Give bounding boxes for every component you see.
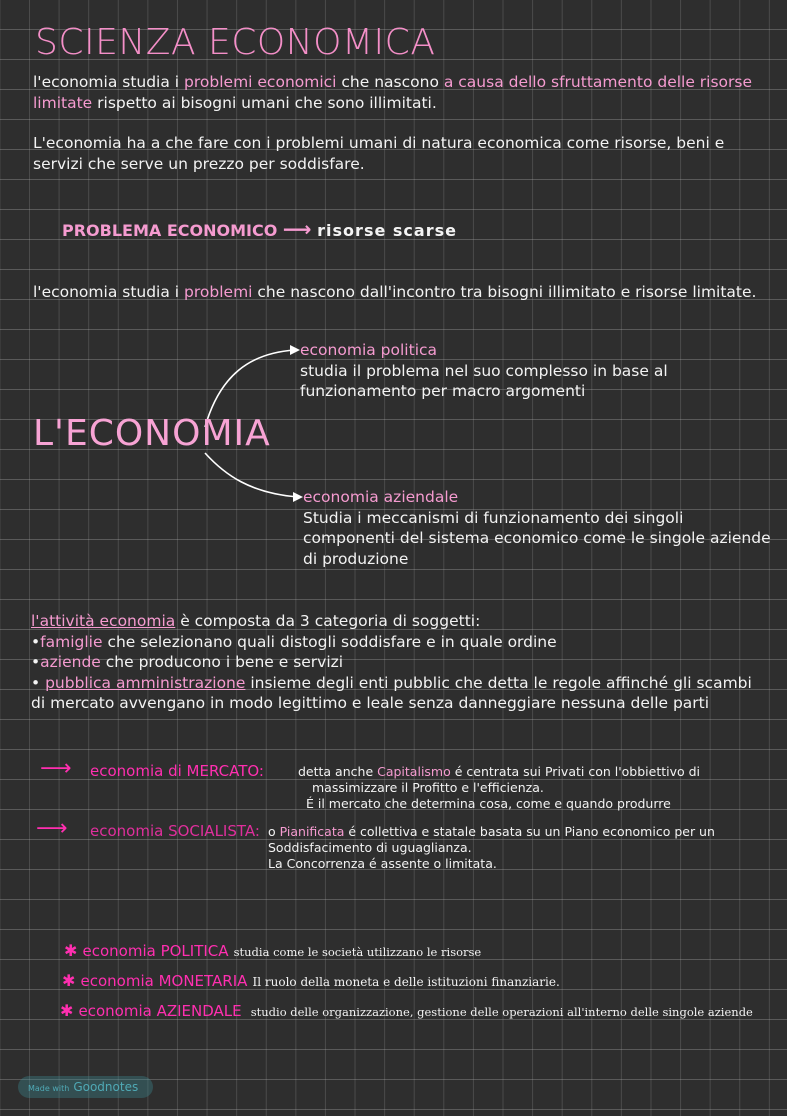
badge-small: Made with xyxy=(28,1084,70,1093)
text: componenti del sistema economico come le singole aziende xyxy=(303,529,771,547)
branch-title: economia politica xyxy=(300,341,438,359)
highlight: a causa dello sfruttamento delle risorse xyxy=(443,73,753,91)
page-title: SCIENZA ECONOMICA xyxy=(35,22,436,63)
soggetti-section xyxy=(31,611,752,714)
arrowhead-icon xyxy=(290,345,300,355)
text: studia il problema nel suo complesso in base al xyxy=(300,361,668,380)
text: funzionamento per macro argomenti xyxy=(300,382,586,400)
problema-label: PROBLEMA ECONOMICO xyxy=(62,221,278,240)
arrow-right-icon: ⟶ xyxy=(40,756,72,781)
branca-item xyxy=(64,941,481,960)
text: L'economia ha a che fare con i problemi umani di natura economica come risorse, beni e xyxy=(33,134,725,152)
sistema-text: o Pianificata é collettiva e statale basata su un Piano economico per un Soddisfacimento di uguaglianza. La Concorrenza é assente o limitata. xyxy=(268,824,715,871)
text: servizi che serve un prezzo per soddisfare. xyxy=(33,154,365,173)
goodnotes-badge xyxy=(18,1076,153,1098)
branch-title: economia aziendale xyxy=(303,488,459,506)
branca-label: economia POLITICA xyxy=(82,942,229,960)
text: di mercato avvengano in modo legittimo e leale senza danneggiare nessuna delle parti xyxy=(31,694,710,712)
sistema-label: economia di MERCATO: xyxy=(90,762,264,780)
arrow-down-curve xyxy=(205,453,298,497)
branca-label: economia AZIENDALE xyxy=(78,1002,242,1020)
arrow-right-icon: ⟶ xyxy=(282,217,312,241)
branca-label: economia MONETARIA xyxy=(80,972,248,990)
highlight: l'attività economia xyxy=(31,612,176,630)
branca-text: Il ruolo della moneta e delle istituzioni finanziarie. xyxy=(252,975,560,989)
sistema-label: economia SOCIALISTA: xyxy=(90,822,260,840)
text: l'economia studia i xyxy=(33,283,185,301)
highlight: problemi xyxy=(184,283,253,301)
branca-text: studio delle organizzazione, gestione delle operazioni all'interno delle singole aziende xyxy=(250,1005,753,1019)
arrow-right-icon: ⟶ xyxy=(36,816,68,841)
star-icon: ✱ xyxy=(60,1001,74,1020)
paragraph-1 xyxy=(33,72,752,113)
list-item: • pubblica amministrazione insieme degli enti pubblic che detta le regole affinché gli scambi xyxy=(31,673,752,692)
branca-item xyxy=(60,1001,753,1020)
star-icon: ✱ xyxy=(64,941,78,960)
star-icon: ✱ xyxy=(62,971,76,990)
highlight: problemi economici xyxy=(184,73,337,91)
paragraph-3 xyxy=(33,282,756,303)
arrowhead-icon xyxy=(293,492,303,502)
diagram-center: L'ECONOMIA xyxy=(33,413,271,454)
branch-economia-politica xyxy=(300,340,668,402)
text: di produzione xyxy=(303,549,409,568)
problema-economico xyxy=(62,217,457,241)
text: Studia i meccanismi di funzionamento dei singoli xyxy=(303,508,684,527)
list-item: •aziende che producono i bene e servizi xyxy=(31,653,344,671)
list-item: •famiglie che selezionano quali distogli soddisfare e in quale ordine xyxy=(31,632,557,651)
badge-brand: Goodnotes xyxy=(73,1080,139,1094)
branca-item xyxy=(62,971,560,990)
text: rispetto ai bisogni umani che sono illimitati. xyxy=(92,93,437,112)
problema-value: risorse scarse xyxy=(317,221,457,240)
branch-economia-aziendale xyxy=(303,487,771,569)
text: che nascono dall'incontro tra bisogni illimitato e risorse limitate. xyxy=(252,283,757,301)
text: l'economia studia i xyxy=(33,73,185,91)
paragraph-2 xyxy=(33,133,724,174)
branca-text: studia come le società utilizzano le risorse xyxy=(233,945,482,959)
text: che nascono xyxy=(336,73,444,91)
text: è composta da 3 categoria di soggetti: xyxy=(175,612,481,630)
sistema-text: detta anche Capitalismo é centrata sui Privati con l'obbiettivo di massimizzare il Profitto e l'efficienza. É il mercato che determina cosa, come e quando produrre xyxy=(298,764,701,811)
highlight: limitate xyxy=(33,93,93,112)
